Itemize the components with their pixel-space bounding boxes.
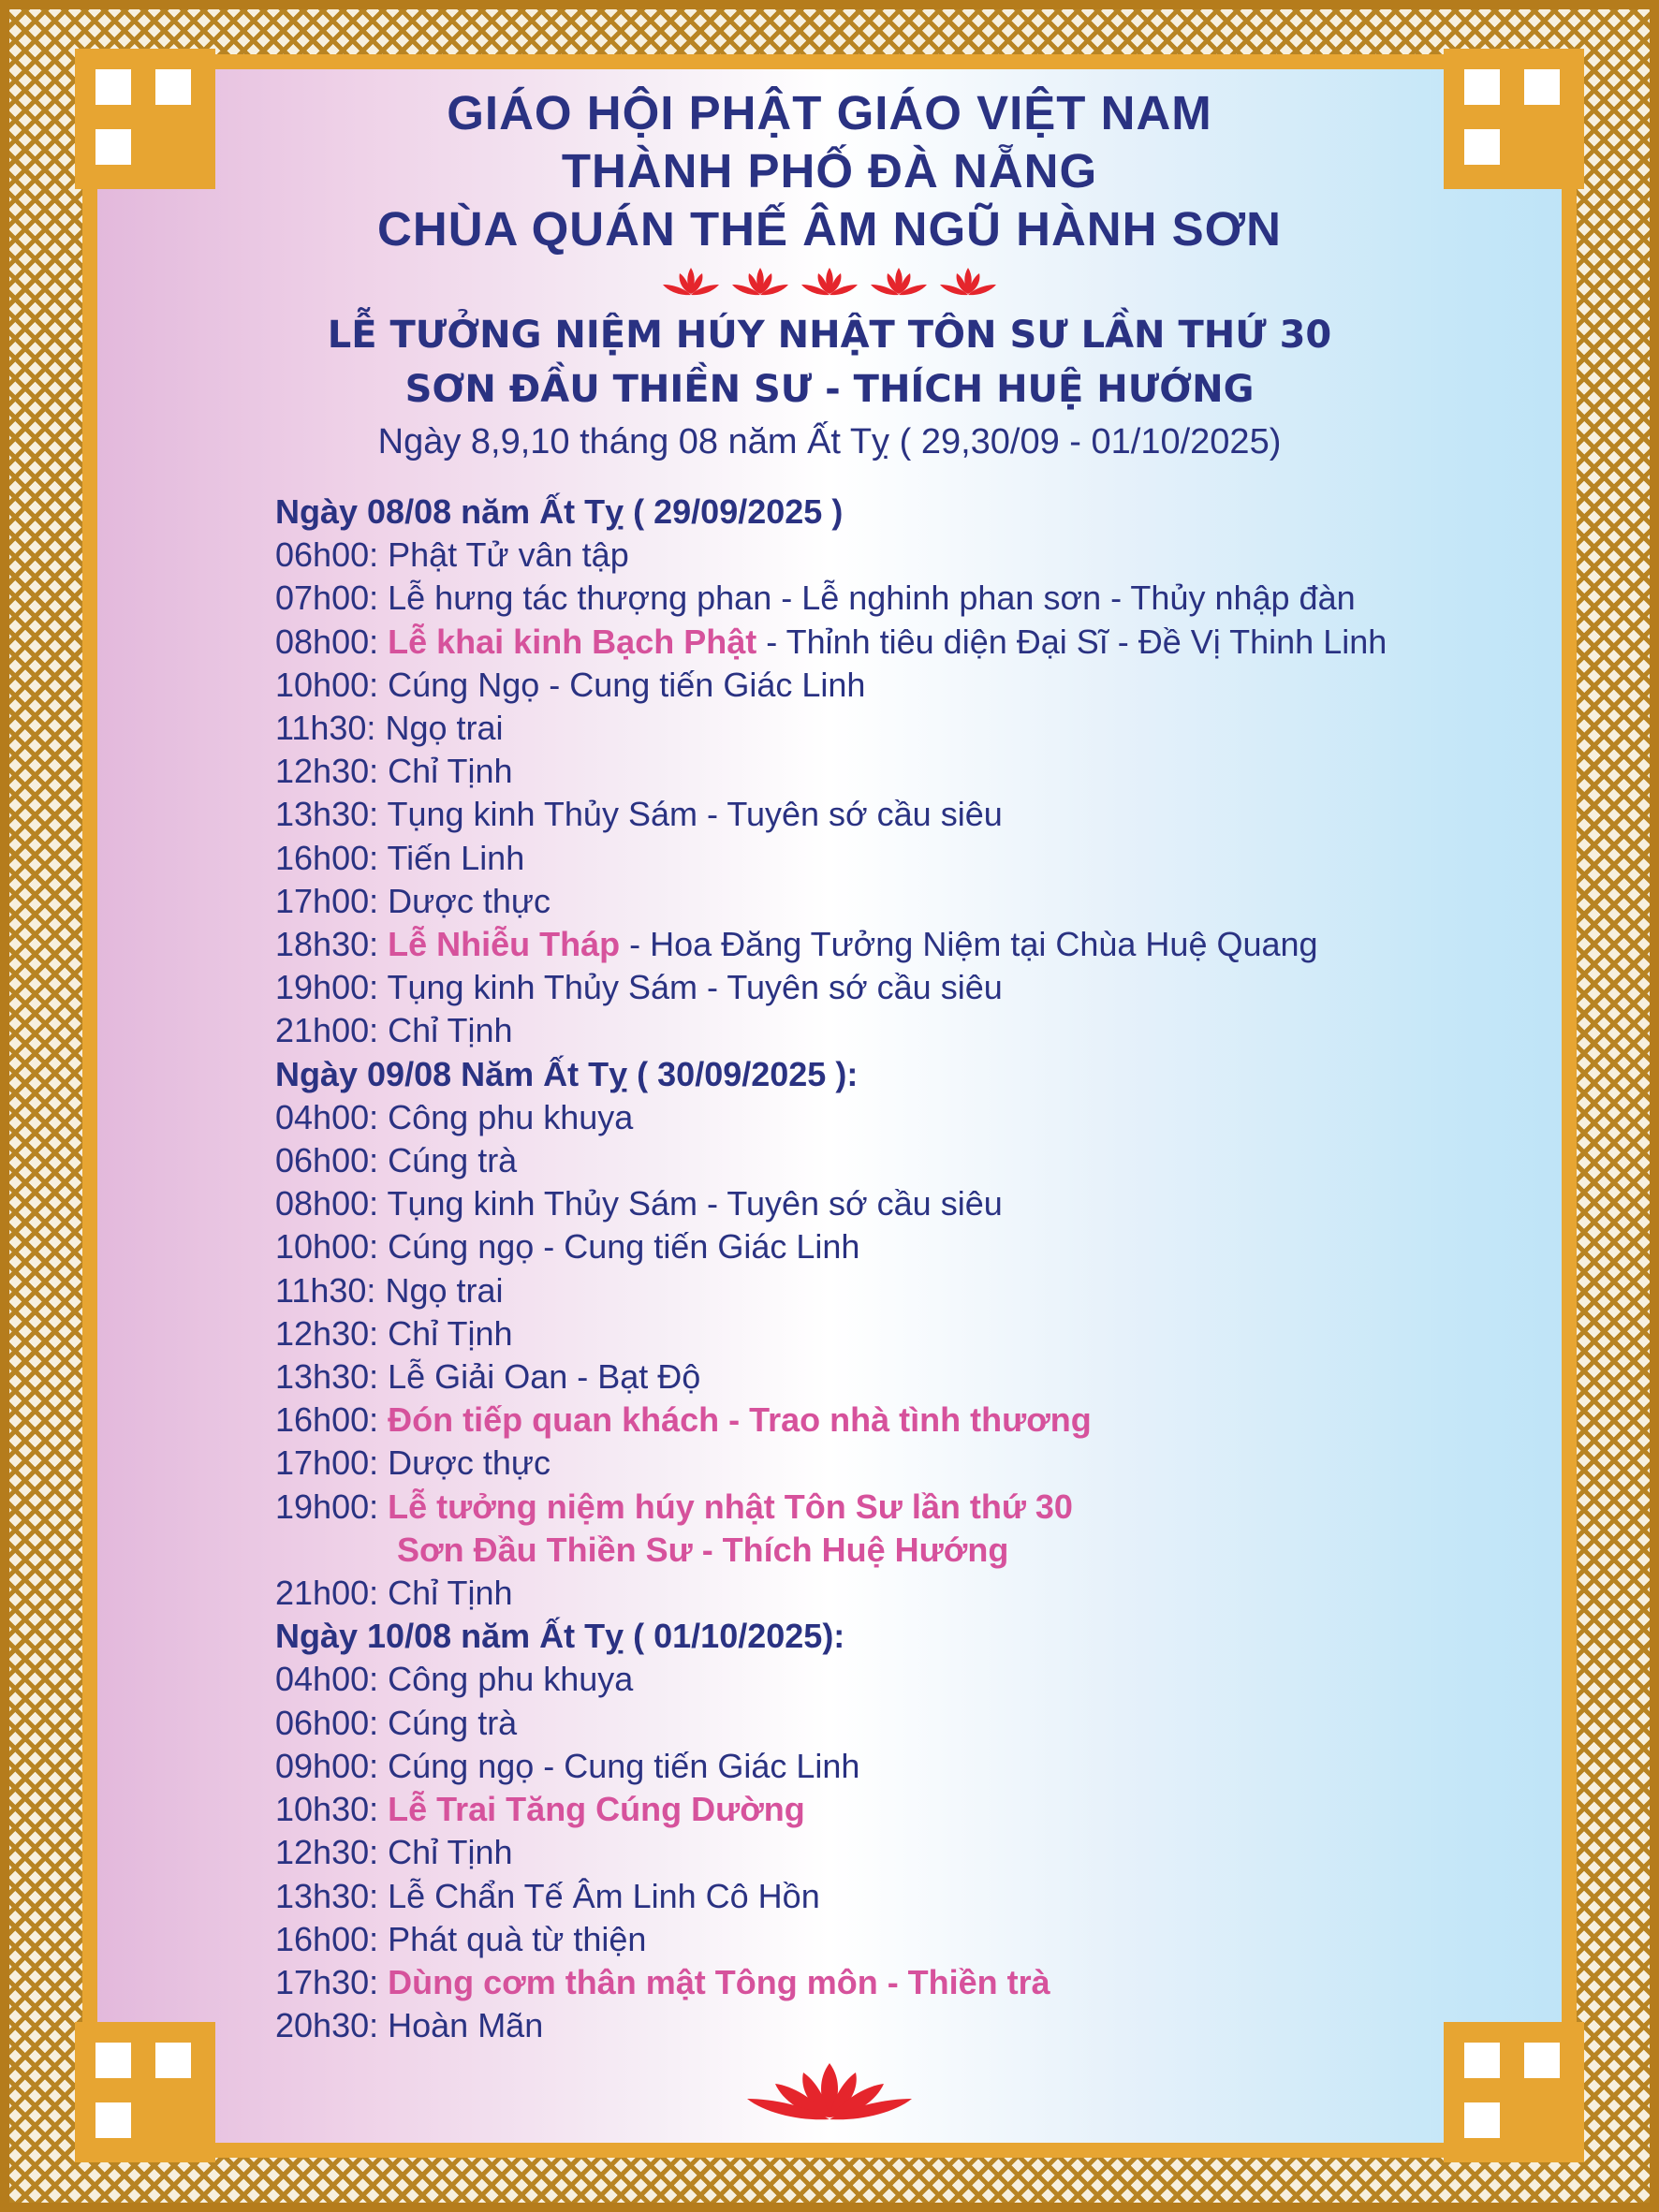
schedule-description: Công phu khuya bbox=[388, 1660, 634, 1699]
schedule-description: Lễ Giải Oan - Bạt Độ bbox=[388, 1357, 701, 1397]
schedule-time: 20h30: bbox=[275, 2006, 379, 2045]
schedule-item bbox=[275, 1269, 1492, 1312]
schedule-time: 10h30: bbox=[275, 1790, 379, 1829]
schedule-time: 13h30: bbox=[275, 1357, 379, 1397]
schedule-item bbox=[275, 1399, 1492, 1442]
lotus-icon bbox=[745, 2061, 914, 2123]
schedule-time: 04h00: bbox=[275, 1097, 379, 1136]
schedule-description: Cúng trà bbox=[388, 1141, 518, 1180]
schedule-description: Tụng kinh Thủy Sám - Tuyên sớ cầu siêu bbox=[387, 968, 1003, 1007]
schedule-description: Dược thực bbox=[388, 881, 551, 920]
schedule-item bbox=[275, 1312, 1492, 1355]
schedule-time: 17h30: bbox=[275, 1962, 379, 2001]
highlight-text: Lễ khai kinh Bạch Phật bbox=[388, 622, 757, 661]
schedule-time: 13h30: bbox=[275, 795, 379, 834]
schedule-item bbox=[275, 1486, 1492, 1529]
schedule-item bbox=[275, 577, 1492, 620]
schedule-description: Phát quà từ thiện bbox=[388, 1919, 647, 1958]
schedule-time: 17h00: bbox=[275, 1443, 379, 1483]
schedule-time: 12h30: bbox=[275, 752, 379, 791]
lotus-divider bbox=[97, 266, 1562, 303]
schedule-description: - Thỉnh tiêu diện Đại Sĩ - Đề Vị Thinh Linh bbox=[756, 622, 1387, 661]
schedule-item bbox=[275, 1702, 1492, 1745]
highlight-text: Lễ tưởng niệm húy nhật Tôn Sư lần thứ 30 bbox=[388, 1487, 1073, 1526]
schedule-item bbox=[275, 1182, 1492, 1225]
schedule-description: Công phu khuya bbox=[388, 1097, 634, 1136]
schedule-item bbox=[275, 1009, 1492, 1052]
schedule-item bbox=[275, 1788, 1492, 1831]
schedule-description: Chỉ Tịnh bbox=[388, 1574, 513, 1613]
schedule-description: Lễ Chẩn Tế Âm Linh Cô Hồn bbox=[388, 1876, 820, 1915]
schedule-time: 13h30: bbox=[275, 1876, 379, 1915]
schedule-item bbox=[275, 1442, 1492, 1485]
schedule-item bbox=[275, 750, 1492, 793]
org-name-line: GIÁO HỘI PHẬT GIÁO VIỆT NAM bbox=[447, 86, 1212, 139]
schedule-time: 11h30: bbox=[275, 1270, 376, 1310]
schedule-description: Chỉ Tịnh bbox=[388, 1011, 513, 1050]
schedule-item bbox=[275, 1225, 1492, 1268]
schedule-item bbox=[275, 793, 1492, 836]
schedule-description: Phật Tử vân tập bbox=[388, 535, 629, 575]
lotus-icon bbox=[662, 266, 720, 298]
lotus-icon bbox=[939, 266, 997, 298]
schedule-time: 08h00: bbox=[275, 622, 379, 661]
schedule-item bbox=[275, 621, 1492, 664]
schedule-description: Ngọ trai bbox=[385, 1270, 504, 1310]
event-title-line: LỄ TƯỞNG NIỆM HÚY NHẬT TÔN SƯ LẦN THỨ 30 bbox=[327, 314, 1332, 357]
schedule-item bbox=[275, 1745, 1492, 1788]
lotus-icon bbox=[800, 266, 859, 298]
schedule-description: Tụng kinh Thủy Sám - Tuyên sớ cầu siêu bbox=[387, 795, 1003, 834]
schedule-description: Lễ hưng tác thượng phan - Lễ nghinh phan sơn - Thủy nhập đàn bbox=[388, 579, 1356, 618]
schedule-description: Cúng ngọ - Cung tiến Giác Linh bbox=[388, 1227, 860, 1267]
lotus-icon bbox=[731, 266, 789, 298]
schedule-description: Cúng Ngọ - Cung tiến Giác Linh bbox=[388, 665, 866, 704]
schedule-time: 17h00: bbox=[275, 881, 379, 920]
highlight-text: Dùng cơm thân mật Tông môn - Thiền trà bbox=[388, 1962, 1050, 2001]
schedule-description: Ngọ trai bbox=[385, 709, 504, 748]
schedule-description: Cúng ngọ - Cung tiến Giác Linh bbox=[388, 1746, 860, 1785]
schedule-time: 09h00: bbox=[275, 1746, 379, 1785]
schedule-time: 16h00: bbox=[275, 1400, 379, 1440]
schedule-description: Cúng trà bbox=[388, 1703, 518, 1742]
schedule-description: Chỉ Tịnh bbox=[388, 752, 513, 791]
schedule-item bbox=[275, 1658, 1492, 1701]
event-dates: Ngày 8,9,10 tháng 08 năm Ất Tỵ ( 29,30/09 - 01/10/2025) bbox=[377, 422, 1282, 461]
corner-ornament bbox=[75, 2022, 215, 2162]
schedule-time: 06h00: bbox=[275, 1141, 379, 1180]
schedule-item bbox=[275, 1875, 1492, 1918]
schedule-time: 21h00: bbox=[275, 1574, 379, 1613]
schedule-time: 21h00: bbox=[275, 1011, 379, 1050]
schedule-description: Tụng kinh Thủy Sám - Tuyên sớ cầu siêu bbox=[387, 1184, 1003, 1223]
schedule-item bbox=[275, 1961, 1492, 2004]
schedule-description: Hoàn Mãn bbox=[388, 2006, 544, 2045]
schedule-time: 12h30: bbox=[275, 1833, 379, 1872]
schedule-time: 10h00: bbox=[275, 1227, 379, 1267]
schedule-item bbox=[275, 966, 1492, 1009]
lotus-icon bbox=[870, 266, 928, 298]
schedule-item bbox=[275, 534, 1492, 577]
schedule-item bbox=[275, 664, 1492, 707]
temple-name-line: CHÙA QUÁN THẾ ÂM NGŨ HÀNH SƠN bbox=[377, 202, 1282, 256]
schedule-item bbox=[275, 1139, 1492, 1182]
schedule-description: - Hoa Đăng Tưởng Niệm tại Chùa Huệ Quang bbox=[620, 925, 1318, 964]
schedule-description: Tiến Linh bbox=[387, 838, 525, 877]
schedule-continuation bbox=[275, 1529, 1492, 1572]
highlight-text: Sơn Đầu Thiền Sư - Thích Huệ Hướng bbox=[397, 1530, 1009, 1569]
schedule-item bbox=[275, 923, 1492, 966]
org-city-line: THÀNH PHỐ ĐÀ NẴNG bbox=[561, 144, 1098, 198]
schedule-time: 10h00: bbox=[275, 665, 379, 704]
schedule-time: 06h00: bbox=[275, 535, 379, 575]
schedule-item bbox=[275, 1355, 1492, 1399]
schedule-item bbox=[275, 707, 1492, 750]
schedule-time: 18h30: bbox=[275, 925, 379, 964]
day-heading: Ngày 08/08 năm Ất Tỵ ( 29/09/2025 ) bbox=[275, 492, 844, 531]
schedule-description: Chỉ Tịnh bbox=[388, 1833, 513, 1872]
schedule-time: 08h00: bbox=[275, 1184, 379, 1223]
highlight-text: Lễ Trai Tăng Cúng Dường bbox=[388, 1790, 805, 1829]
schedule-description: Dược thực bbox=[388, 1443, 551, 1483]
schedule-item bbox=[275, 1572, 1492, 1615]
poster-header bbox=[97, 84, 1562, 464]
event-subtitle-line: SƠN ĐẦU THIỀN SƯ - THÍCH HUỆ HƯỚNG bbox=[404, 368, 1255, 411]
schedule-item bbox=[275, 837, 1492, 880]
schedule-time: 06h00: bbox=[275, 1703, 379, 1742]
schedule-time: 11h30: bbox=[275, 709, 376, 748]
schedule-time: 16h00: bbox=[275, 838, 379, 877]
schedule-item bbox=[275, 880, 1492, 923]
schedule-time: 07h00: bbox=[275, 579, 379, 618]
schedule-time: 16h00: bbox=[275, 1919, 379, 1958]
schedule-time: 19h00: bbox=[275, 1487, 379, 1526]
schedule-list bbox=[275, 491, 1492, 2047]
day-heading: Ngày 10/08 năm Ất Tỵ ( 01/10/2025): bbox=[275, 1617, 845, 1656]
day-heading: Ngày 09/08 Năm Ất Tỵ ( 30/09/2025 ): bbox=[275, 1054, 859, 1093]
schedule-description: Chỉ Tịnh bbox=[388, 1313, 513, 1353]
highlight-text: Lễ Nhiễu Tháp bbox=[388, 925, 621, 964]
schedule-item bbox=[275, 1918, 1492, 1961]
highlight-text: Đón tiếp quan khách - Trao nhà tình thương bbox=[388, 1400, 1092, 1440]
schedule-item bbox=[275, 1831, 1492, 1874]
schedule-item bbox=[275, 1096, 1492, 1139]
schedule-time: 12h30: bbox=[275, 1313, 379, 1353]
schedule-time: 19h00: bbox=[275, 968, 379, 1007]
schedule-item bbox=[275, 2004, 1492, 2047]
schedule-time: 04h00: bbox=[275, 1660, 379, 1699]
